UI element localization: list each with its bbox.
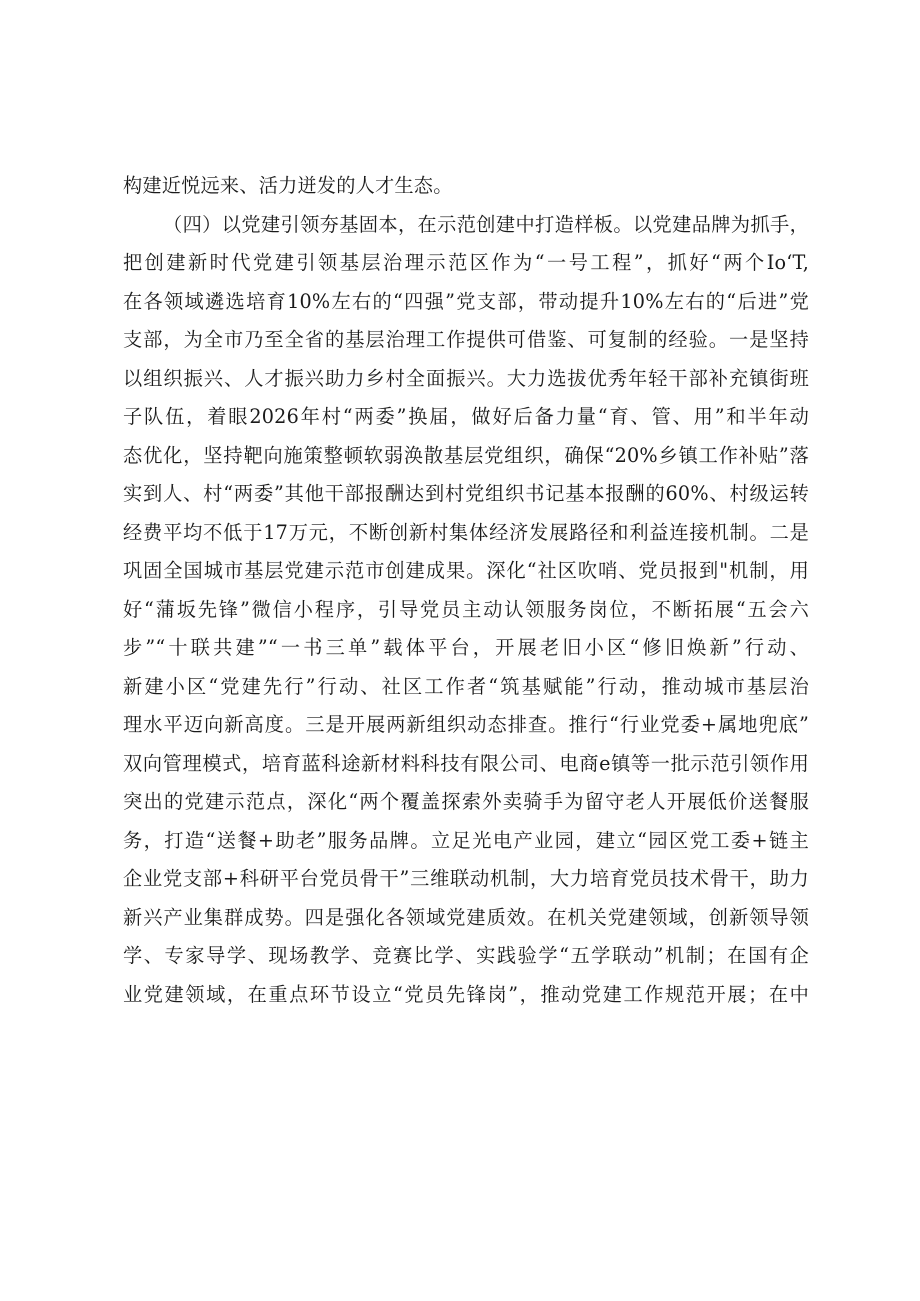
text-line: 实到人、村“两委”其他干部报酬达到村党组织书记基本报酬的60%、村级运转 — [123, 482, 809, 505]
text-line: 双向管理模式，培育蓝科途新材料科技有限公司、电商e镇等一批示范引领作用 — [123, 751, 809, 775]
text-line: 务，打造“送餐+助老”服务品牌。立足光电产业园，建立“园区党工委+链主 — [123, 828, 809, 852]
text-line: 把创建新时代党建引领基层治理示范区作为“一号工程”，抓好“两个Io‘T, — [123, 251, 809, 274]
text-line: 企业党支部+科研平台党员骨干”三维联动机制，大力培育党员技术骨干，助力 — [123, 867, 809, 890]
text-line: 步”“十联共建”“一书三单”载体平台，开展老旧小区“修旧焕新”行动、 — [123, 636, 809, 659]
text-line: 经费平均不低于17万元，不断创新村集体经济发展路径和利益连接机制。二是 — [123, 520, 809, 544]
text-line: 构建近悦远来、活力迸发的人才生态。 — [123, 174, 453, 197]
text-line: 态优化，坚持靶向施策整顿软弱涣散基层党组织，确保“20%乡镇工作补贴”落 — [123, 443, 809, 467]
text-line: 支部，为全市乃至全省的基层治理工作提供可借鉴、可复制的经验。一是坚持 — [123, 328, 809, 351]
text-line: 好“蒲坂先锋”微信小程序，引导党员主动认领服务岗位，不断拓展“五会六 — [123, 597, 809, 621]
text-line: 在各领域遴选培育10%左右的“四强”党支部，带动提升10%左右的“后进”党 — [123, 289, 809, 313]
text-line: 理水平迈向新高度。三是开展两新组织动态排查。推行“行业党委+属地兜底” — [123, 713, 809, 736]
text-line: 学、专家导学、现场教学、竞赛比学、实践验学“五学联动”机制；在国有企 — [123, 944, 809, 967]
text-line: 巩固全国城市基层党建示范市创建成果。深化“社区吹哨、党员报到"机制，用 — [123, 559, 809, 582]
document-body — [123, 167, 809, 1014]
text-line: 以组织振兴、人才振兴助力乡村全面振兴。大力选拔优秀年轻干部补充镇街班 — [123, 366, 809, 390]
text-line: 业党建领域，在重点环节设立“党员先锋岗”，推动党建工作规范开展；在中 — [123, 982, 809, 1006]
text-line: 子队伍，着眼2026年村“两委”换届，做好后备力量“育、管、用”和半年动 — [123, 405, 809, 428]
paragraph-heading-line: （四）以党建引领夯基固本，在示范创建中打造样板。以党建品牌为抓手， — [163, 212, 809, 236]
text-line: 突出的党建示范点，深化“两个覆盖探索外卖骑手为留守老人开展低价送餐服 — [123, 790, 809, 813]
text-line: 新兴产业集群成势。四是强化各领域党建质效。在机关党建领域，创新领导领 — [123, 905, 809, 929]
text-line: 新建小区“党建先行”行动、社区工作者“筑基赋能”行动，推动城市基层治 — [123, 674, 809, 698]
